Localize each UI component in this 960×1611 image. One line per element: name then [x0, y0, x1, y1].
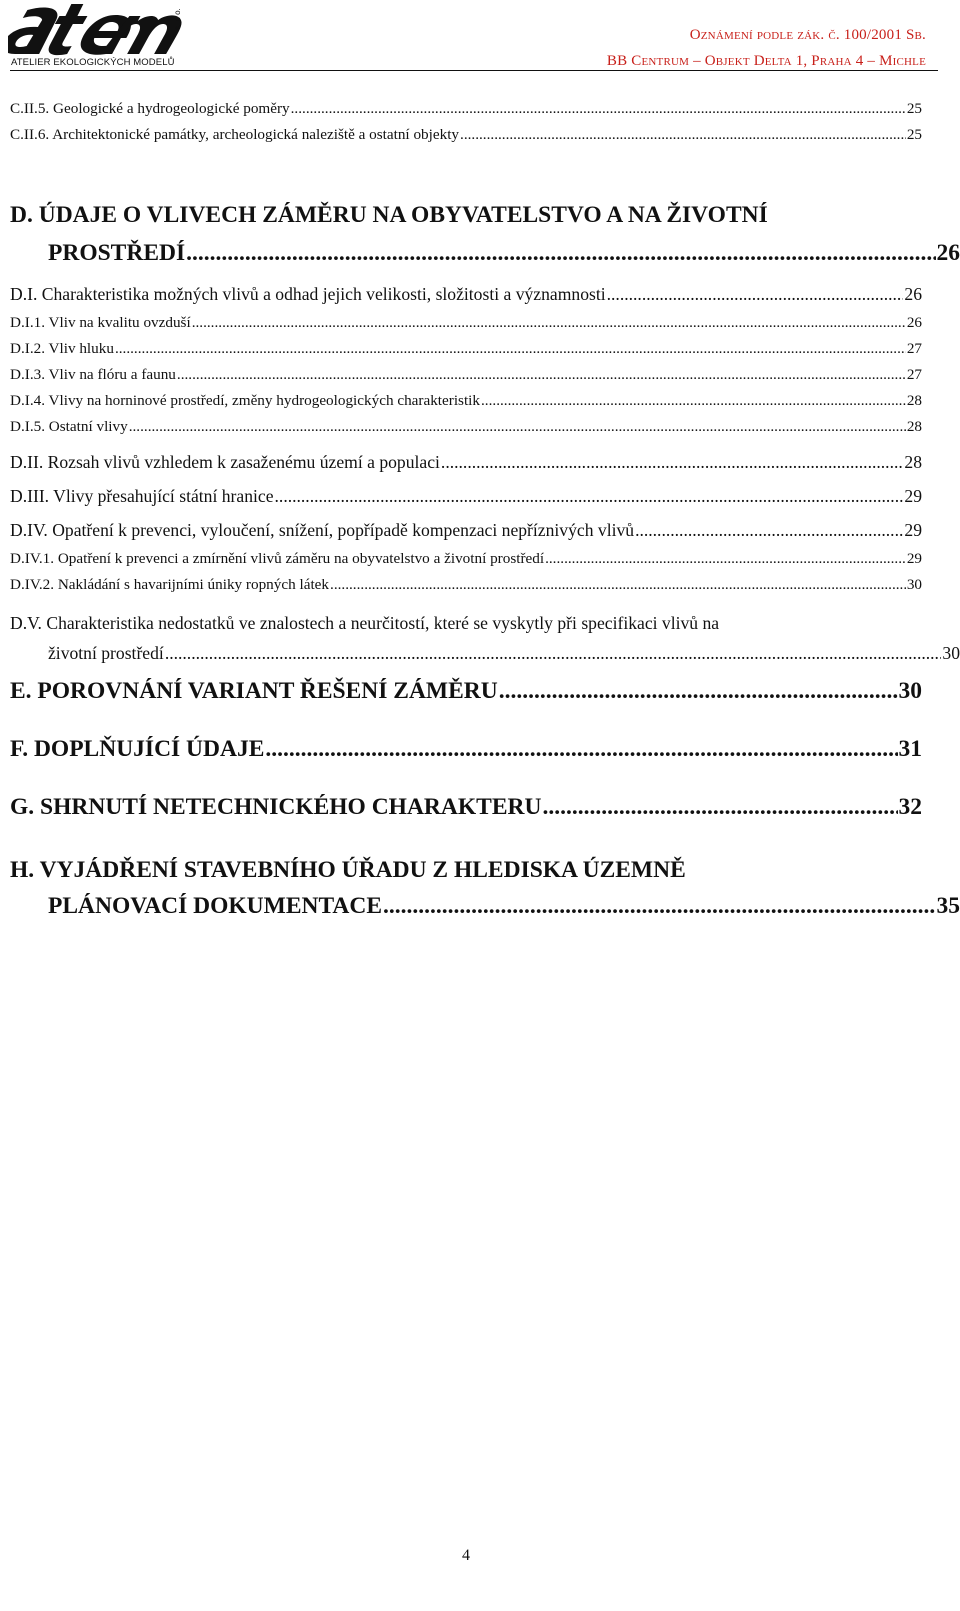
- toc-entry[interactable]: [10, 550, 922, 568]
- toc-leader: [165, 638, 942, 668]
- header-line-2: BB Centrum – Objekt Delta 1, Praha 4 – Michle: [606, 53, 926, 69]
- header-title: [607, 22, 926, 74]
- toc-leader: [460, 126, 906, 144]
- toc-entry-page: 25: [906, 126, 922, 143]
- toc-entry[interactable]: [10, 486, 922, 507]
- toc-leader: [265, 736, 897, 763]
- toc-entry-label: D.I.5. Ostatní vlivy: [10, 418, 128, 435]
- toc-entry-label-cont: PROSTŘEDÍ: [48, 240, 186, 266]
- toc-entry-page: 26: [904, 284, 922, 304]
- toc-entry-label: D.III. Vlivy přesahující státní hranice: [10, 486, 274, 506]
- toc-entry-label: D. ÚDAJE O VLIVECH ZÁMĚRU NA OBYVATELSTVO A NA ŽIVOTNÍ: [10, 202, 768, 228]
- toc-leader: [383, 888, 935, 924]
- toc-entry[interactable]: [10, 126, 922, 144]
- toc-entry-page: 29: [904, 486, 922, 506]
- toc-leader: [481, 392, 906, 410]
- toc-entry-label: D.I.4. Vlivy na horninové prostředí, změny hydrogeologických charakteristik: [10, 392, 480, 409]
- toc-entry-label: C.II.5. Geologické a hydrogeologické poměry: [10, 100, 290, 117]
- toc-entry-page: 25: [906, 100, 922, 117]
- toc-entry-label: D.I.2. Vliv hluku: [10, 340, 114, 357]
- toc-entry[interactable]: [10, 100, 922, 118]
- toc-leader: [177, 366, 906, 384]
- toc-entry-page: 29: [904, 520, 922, 540]
- page-header: [0, 0, 960, 80]
- toc-leader: [275, 486, 904, 507]
- toc-entry[interactable]: [10, 794, 922, 821]
- toc-entry-label: D.I.3. Vliv na flóru a faunu: [10, 366, 176, 383]
- toc-leader: [192, 314, 906, 332]
- toc-entry[interactable]: [10, 520, 922, 541]
- header-rule: [10, 70, 938, 71]
- toc-leader: [635, 520, 903, 541]
- toc-entry[interactable]: [10, 852, 960, 924]
- logo-sro: s. r. o.: [173, 8, 182, 30]
- toc-entry[interactable]: [10, 366, 922, 384]
- toc-entry[interactable]: [10, 392, 922, 410]
- toc-entry-label-cont: životní prostředí: [48, 643, 164, 663]
- toc-entry[interactable]: [10, 736, 922, 763]
- header-line-1: Oznámení podle zák. č. 100/2001 Sb.: [689, 27, 926, 43]
- toc-leader: [129, 418, 906, 436]
- toc-entry-page: 30: [906, 576, 922, 593]
- toc-entry-page: 29: [906, 550, 922, 567]
- toc-entry-page: 28: [906, 418, 922, 435]
- toc-leader: [291, 100, 906, 118]
- toc-entry[interactable]: [10, 196, 960, 272]
- toc-entry-label: D.IV. Opatření k prevenci, vyloučení, snížení, popřípadě kompenzaci nepříznivých vlivů: [10, 520, 635, 540]
- toc-entry-label: H. VYJÁDŘENÍ STAVEBNÍHO ÚŘADU Z HLEDISKA ÚZEMNĚ: [10, 857, 686, 883]
- toc-entry[interactable]: [10, 678, 922, 705]
- toc-entry-label: F. DOPLŇUJÍCÍ ÚDAJE: [10, 736, 265, 762]
- toc-entry-label: D.IV.2. Nakládání s havarijními úniky ropných látek: [10, 576, 330, 593]
- toc-entry[interactable]: [10, 284, 922, 305]
- toc-entry-page: 32: [898, 794, 922, 820]
- toc-entry-page: 27: [906, 340, 922, 357]
- toc-leader: [607, 284, 904, 305]
- toc-leader: [441, 452, 903, 473]
- toc-entry-label: D.I. Charakteristika možných vlivů a odhad jejich velikosti, složitosti a významnosti: [10, 284, 606, 304]
- toc-entry-label: D.V. Charakteristika nedostatků ve znalostech a neurčitostí, které se vyskytly při specifikaci vlivů na: [10, 613, 720, 633]
- toc-entry-label: D.IV.1. Opatření k prevenci a zmírnění vlivů záměru na obyvatelstvo a životní prostředí: [10, 550, 545, 567]
- toc-entry-page: 35: [936, 893, 960, 919]
- toc-leader: [545, 550, 906, 568]
- toc-entry[interactable]: [10, 340, 922, 358]
- toc-entry[interactable]: [10, 576, 922, 594]
- toc-entry-page: 31: [898, 736, 922, 762]
- toc-entry-page: 26: [936, 240, 960, 266]
- toc-leader: [542, 794, 897, 821]
- toc-entry-page: 26: [906, 314, 922, 331]
- toc-entry-label: C.II.6. Architektonické památky, archeologická naleziště a ostatní objekty: [10, 126, 460, 143]
- toc-entry[interactable]: [10, 314, 922, 332]
- toc-entry-page: 30: [898, 678, 922, 704]
- toc-entry-label: D.II. Rozsah vlivů vzhledem k zasaženému území a populaci: [10, 452, 440, 472]
- logo-caption: ATELIER EKOLOGICKÝCH MODELŮ: [11, 57, 175, 68]
- toc-entry-page: 28: [906, 392, 922, 409]
- toc-leader: [186, 234, 935, 272]
- toc-leader: [499, 678, 898, 705]
- toc-entry[interactable]: [10, 608, 960, 668]
- toc-entry[interactable]: [10, 452, 922, 473]
- toc-leader: [330, 576, 906, 594]
- toc-entry-label: G. SHRNUTÍ NETECHNICKÉHO CHARAKTERU: [10, 794, 542, 820]
- toc-entry[interactable]: [10, 418, 922, 436]
- toc-entry-page: 27: [906, 366, 922, 383]
- toc-entry-page: 30: [942, 643, 960, 663]
- page-number: 4: [462, 1547, 470, 1564]
- toc-entry-label-cont: PLÁNOVACÍ DOKUMENTACE: [48, 893, 383, 919]
- toc-entry-page: 28: [904, 452, 922, 472]
- toc-leader: [115, 340, 906, 358]
- toc-entry-label: E. POROVNÁNÍ VARIANT ŘEŠENÍ ZÁMĚRU: [10, 678, 498, 704]
- toc-entry-label: D.I.1. Vliv na kvalitu ovzduší: [10, 314, 191, 331]
